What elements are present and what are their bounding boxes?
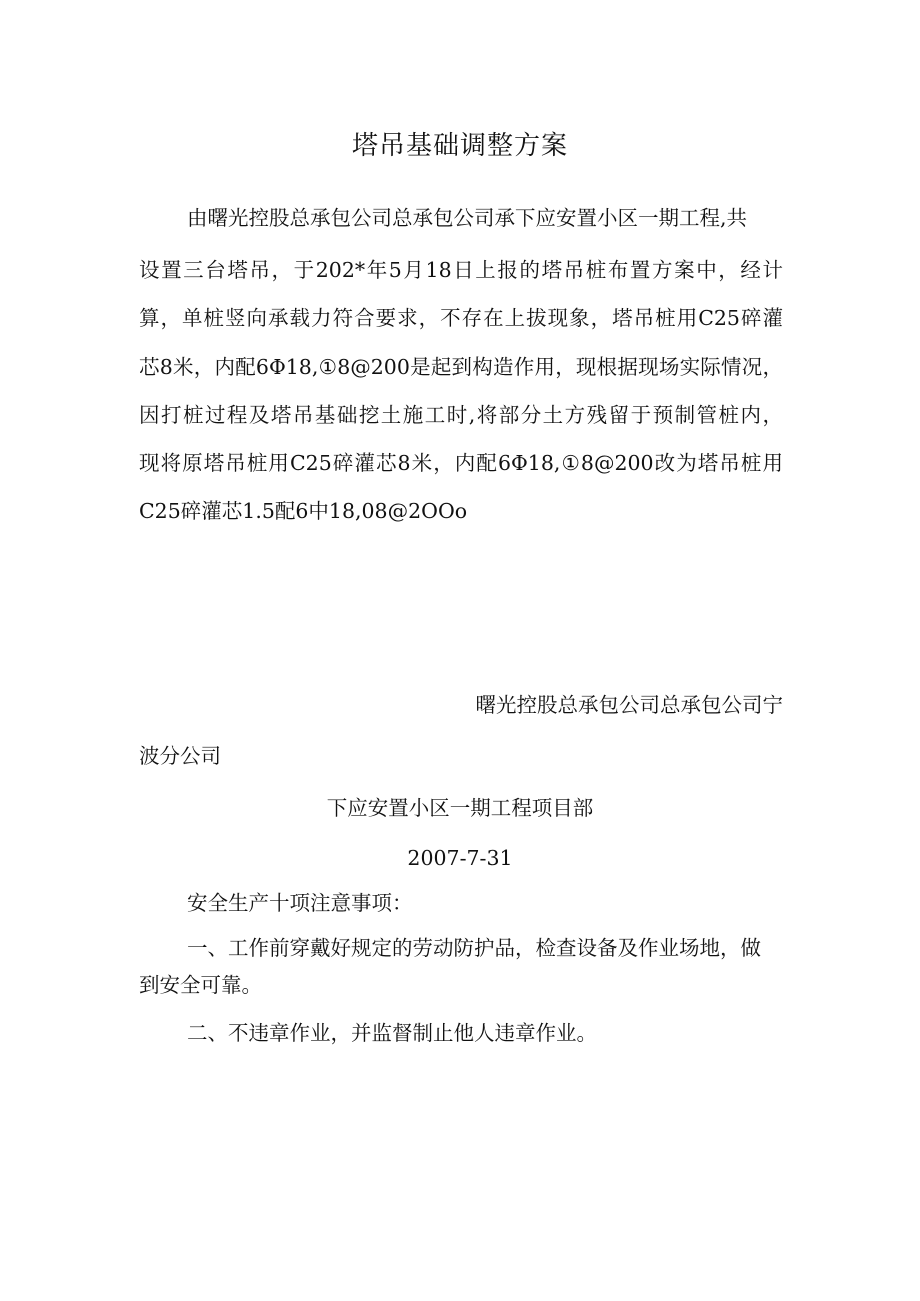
signature-company-line-2: 波分公司 — [139, 744, 221, 768]
body-line-4: 芯8米，内配6Φ18,①8@200是起到构造作用，现根据现场实际情况， — [139, 355, 783, 379]
signature-date: 2007-7-31 — [407, 846, 513, 870]
body-line-3: 算，单桩竖向承载力符合要求，不存在上拔现象，塔吊桩用C25碎灌 — [139, 306, 783, 330]
body-line-7: C25碎灌芯1.5配6中18,08@2OOo — [139, 499, 468, 523]
document-title: 塔吊基础调整方案 — [351, 131, 568, 161]
body-line-2: 设置三台塔吊，于202*年5月18日上报的塔吊桩布置方案中，经计 — [139, 258, 783, 282]
safety-heading: 安全生产十项注意事项： — [187, 891, 413, 915]
body-line-6: 现将原塔吊桩用C25碎灌芯8米，内配6Φ18,①8@200改为塔吊桩用 — [139, 451, 783, 475]
body-line-1: 由曙光控股总承包公司总承包公司承下应安置小区一期工程,共 — [187, 206, 748, 230]
safety-item-1-line-1: 一、工作前穿戴好规定的劳动防护品，检查设备及作业场地，做 — [187, 936, 761, 960]
safety-item-1-line-2: 到安全可靠。 — [139, 973, 262, 997]
safety-item-2: 二、不违章作业，并监督制止他人违章作业。 — [187, 1021, 597, 1045]
signature-department: 下应安置小区一期工程项目部 — [326, 796, 594, 820]
body-line-5: 因打桩过程及塔吊基础挖土施工时,将部分土方残留于预制管桩内， — [139, 403, 783, 427]
signature-company-line-1: 曙光控股总承包公司总承包公司宁 — [475, 693, 783, 717]
